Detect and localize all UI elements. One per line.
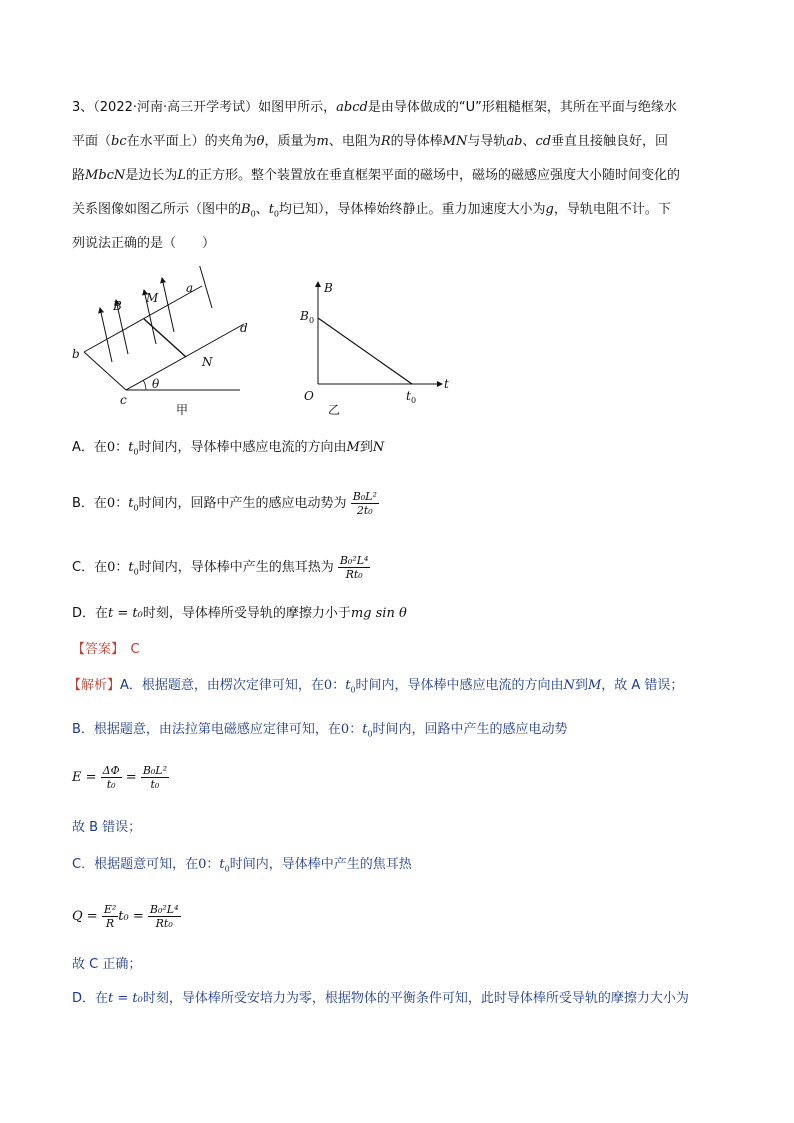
t0: t xyxy=(128,560,134,575)
analysis-text: 时间内，导体棒中感应电流的方向由 xyxy=(355,678,564,693)
label-theta: θ xyxy=(152,377,160,391)
y-tick-label: B xyxy=(300,309,309,323)
question-line-2 xyxy=(72,133,668,151)
formula-q xyxy=(72,903,181,930)
stem-var: B xyxy=(241,202,251,217)
label-b-field: B xyxy=(113,299,122,313)
analysis-label: 【解析】 xyxy=(68,678,121,693)
answer-label: 【答案】 xyxy=(72,642,118,657)
option-a xyxy=(72,439,384,462)
option-text: 时刻，导体棒所受导轨的摩擦力小于 xyxy=(142,606,351,621)
analysis-a xyxy=(68,677,683,700)
subscript: 0 xyxy=(350,685,356,695)
stem-text: 均已知），导体棒始终静止。重力加速度大小为 xyxy=(279,202,546,217)
stem-text: 列说法正确的是（ ） xyxy=(72,236,216,251)
denominator: Rt₀ xyxy=(345,568,363,581)
subscript: 0 xyxy=(273,209,280,219)
stem-text: 与导轨 xyxy=(467,134,507,149)
var: M xyxy=(587,678,602,693)
y-tick-sub: 0 xyxy=(309,316,315,325)
stem-var: θ xyxy=(256,134,265,149)
b-t-line xyxy=(318,318,412,384)
analysis-b xyxy=(72,721,568,744)
var: N xyxy=(563,678,575,693)
stem-text: 的正方形。整个装置放在垂直框架平面的磁场中，磁场的磁感应强度大小随时间变化的 xyxy=(185,168,680,183)
stem-var: MbcN xyxy=(85,168,126,183)
range: 0： xyxy=(106,496,129,511)
fraction xyxy=(148,903,181,930)
denominator: Rt₀ xyxy=(155,917,173,930)
stem-text: 是边长为 xyxy=(125,168,178,183)
subscript: 0 xyxy=(250,209,256,219)
label-c: c xyxy=(120,393,127,407)
analysis-text: ，故 A 错误； xyxy=(601,678,684,693)
option-text: 到 xyxy=(359,440,373,455)
angle-arc xyxy=(143,380,146,390)
range: 0： xyxy=(323,678,346,693)
stem-var: bc xyxy=(111,134,127,149)
option-text: 时间内，回路中产生的感应电动势为 xyxy=(138,496,347,511)
stem-var: g xyxy=(545,202,554,217)
t0: t xyxy=(362,722,368,737)
stem-var: t xyxy=(268,202,274,217)
stem-var: ab xyxy=(506,134,523,149)
caption-yi: 乙 xyxy=(328,403,341,417)
stem-text: 、 xyxy=(522,134,536,149)
stem-var: L xyxy=(177,168,186,183)
rail-ab xyxy=(84,286,202,352)
var: t = t₀ xyxy=(108,606,143,621)
option-b xyxy=(72,490,379,518)
numerator: B₀²L⁴ xyxy=(149,903,179,916)
question-line-3 xyxy=(72,167,680,185)
range: 0： xyxy=(107,560,129,575)
subscript: 0 xyxy=(367,729,373,739)
stem-var: cd xyxy=(535,134,552,149)
analysis-text: D．在 xyxy=(72,991,109,1006)
y-axis-label: B xyxy=(324,281,333,295)
analysis-text: 故 B 错误； xyxy=(72,820,142,835)
option-c-prefix: C．在 xyxy=(72,560,108,575)
label-d: d xyxy=(240,321,248,335)
answer-line xyxy=(72,641,140,659)
equals: = xyxy=(125,770,137,785)
subscript: 0 xyxy=(133,567,139,577)
analysis-d xyxy=(72,990,689,1008)
var: t = t₀ xyxy=(108,991,143,1006)
analysis-text: C．根据题意可知，在 xyxy=(72,857,199,872)
numerator: E² xyxy=(103,903,117,916)
subscript: 0 xyxy=(224,864,230,874)
formula-mid: t₀ = xyxy=(118,909,144,924)
fraction xyxy=(141,764,169,791)
analysis-text: 时间内，回路中产生的感应电动势 xyxy=(372,722,568,737)
stem-text: 关系图像如图乙所示（图中的 xyxy=(72,202,242,217)
numerator: B₀L² xyxy=(142,764,168,777)
stem-var: m xyxy=(316,134,329,149)
figure-jia xyxy=(68,266,248,416)
rod-mn xyxy=(144,319,186,357)
analysis-b-conclusion xyxy=(72,819,141,837)
label-n: N xyxy=(202,355,213,369)
range: 0： xyxy=(340,722,363,737)
answer-value: C xyxy=(130,642,140,657)
analysis-text: 时间内，导体棒中产生的焦耳热 xyxy=(229,857,412,872)
question-number: 3、 xyxy=(72,100,94,115)
edge-bc xyxy=(84,352,126,390)
stem-text: 、电阻为 xyxy=(328,134,381,149)
subscript: 0 xyxy=(133,503,139,513)
range: 0： xyxy=(106,440,129,455)
stem-var: R xyxy=(380,134,391,149)
var: M xyxy=(346,440,360,455)
stem-text: ，质量为 xyxy=(264,134,317,149)
analysis-text: B．根据题意，由法拉第电磁感应定律可知，在 xyxy=(72,722,341,737)
question-line-1 xyxy=(72,99,677,117)
analysis-text: 时刻，导体棒所受安培力为零，根据物体的平衡条件可知，此时导体棒所受导轨的摩擦力大小为 xyxy=(142,991,689,1006)
option-a-prefix: A．在 xyxy=(72,440,107,455)
field-arrow-icon xyxy=(100,308,112,362)
formula-lhs: Q = xyxy=(72,909,98,924)
field-arrow-icon xyxy=(162,278,174,332)
option-d xyxy=(72,605,407,623)
caption-jia: 甲 xyxy=(176,403,189,416)
x-tick-label: t xyxy=(406,389,411,403)
analysis-c xyxy=(72,856,412,879)
x-axis-label: t xyxy=(444,377,449,391)
option-c xyxy=(72,554,370,582)
analysis-text: A．根据题意，由楞次定律可知，在 xyxy=(120,678,324,693)
stem-text: ，导轨电阻不计。下 xyxy=(553,202,671,217)
stem-text: 的导体棒 xyxy=(390,134,443,149)
denominator: R xyxy=(105,917,115,930)
fraction xyxy=(351,490,379,517)
analysis-c-conclusion xyxy=(72,956,141,974)
option-d-prefix: D．在 xyxy=(72,606,109,621)
label-m: M xyxy=(146,291,159,305)
stem-var: abcd xyxy=(336,100,368,115)
option-text: 时间内，导体棒中产生的焦耳热为 xyxy=(138,560,334,575)
numerator: B₀²L⁴ xyxy=(339,554,369,567)
origin-label: O xyxy=(304,389,314,403)
stem-text: 、 xyxy=(255,202,269,217)
analysis-text: 到 xyxy=(574,678,588,693)
subscript: 0 xyxy=(133,447,139,457)
var: mg sin θ xyxy=(350,606,407,621)
question-line-4 xyxy=(72,201,671,224)
fraction xyxy=(338,554,371,581)
denominator: t₀ xyxy=(150,778,160,791)
fraction xyxy=(102,903,118,930)
denominator: t₀ xyxy=(106,778,116,791)
stem-text: 是由导体做成的“U”形粗糙框架，其所在平面与绝缘水 xyxy=(367,100,677,115)
range: 0： xyxy=(198,857,220,872)
option-b-prefix: B．在 xyxy=(72,496,107,511)
stem-text: 平面（ xyxy=(72,134,112,149)
question-source: （2022·河南·高三开学考试） xyxy=(93,100,259,115)
figure-yi xyxy=(294,276,454,421)
analysis-text: 故 C 正确； xyxy=(72,957,142,972)
formula-e xyxy=(72,764,169,791)
x-tick-sub: 0 xyxy=(411,396,417,405)
var: N xyxy=(372,440,385,455)
label-a: a xyxy=(186,281,194,295)
t0: t xyxy=(219,857,225,872)
label-b: b xyxy=(72,347,80,361)
numerator: B₀L² xyxy=(352,490,377,503)
t0: t xyxy=(128,440,134,455)
stem-text: 垂直且接触良好，回 xyxy=(551,134,669,149)
stem-text: 如图甲所示， xyxy=(258,100,337,115)
stem-text: 在水平面上）的夹角为 xyxy=(126,134,257,149)
question-line-5 xyxy=(72,235,215,253)
t0: t xyxy=(345,678,351,693)
formula-lhs: E = xyxy=(72,770,97,785)
t0: t xyxy=(128,496,134,511)
numerator: ΔΦ xyxy=(102,764,120,777)
fraction xyxy=(101,764,122,791)
denominator: 2t₀ xyxy=(356,504,373,517)
stem-text: 路 xyxy=(72,168,86,183)
option-text: 时间内，导体棒中感应电流的方向由 xyxy=(138,440,347,455)
stem-var: MN xyxy=(442,134,468,149)
